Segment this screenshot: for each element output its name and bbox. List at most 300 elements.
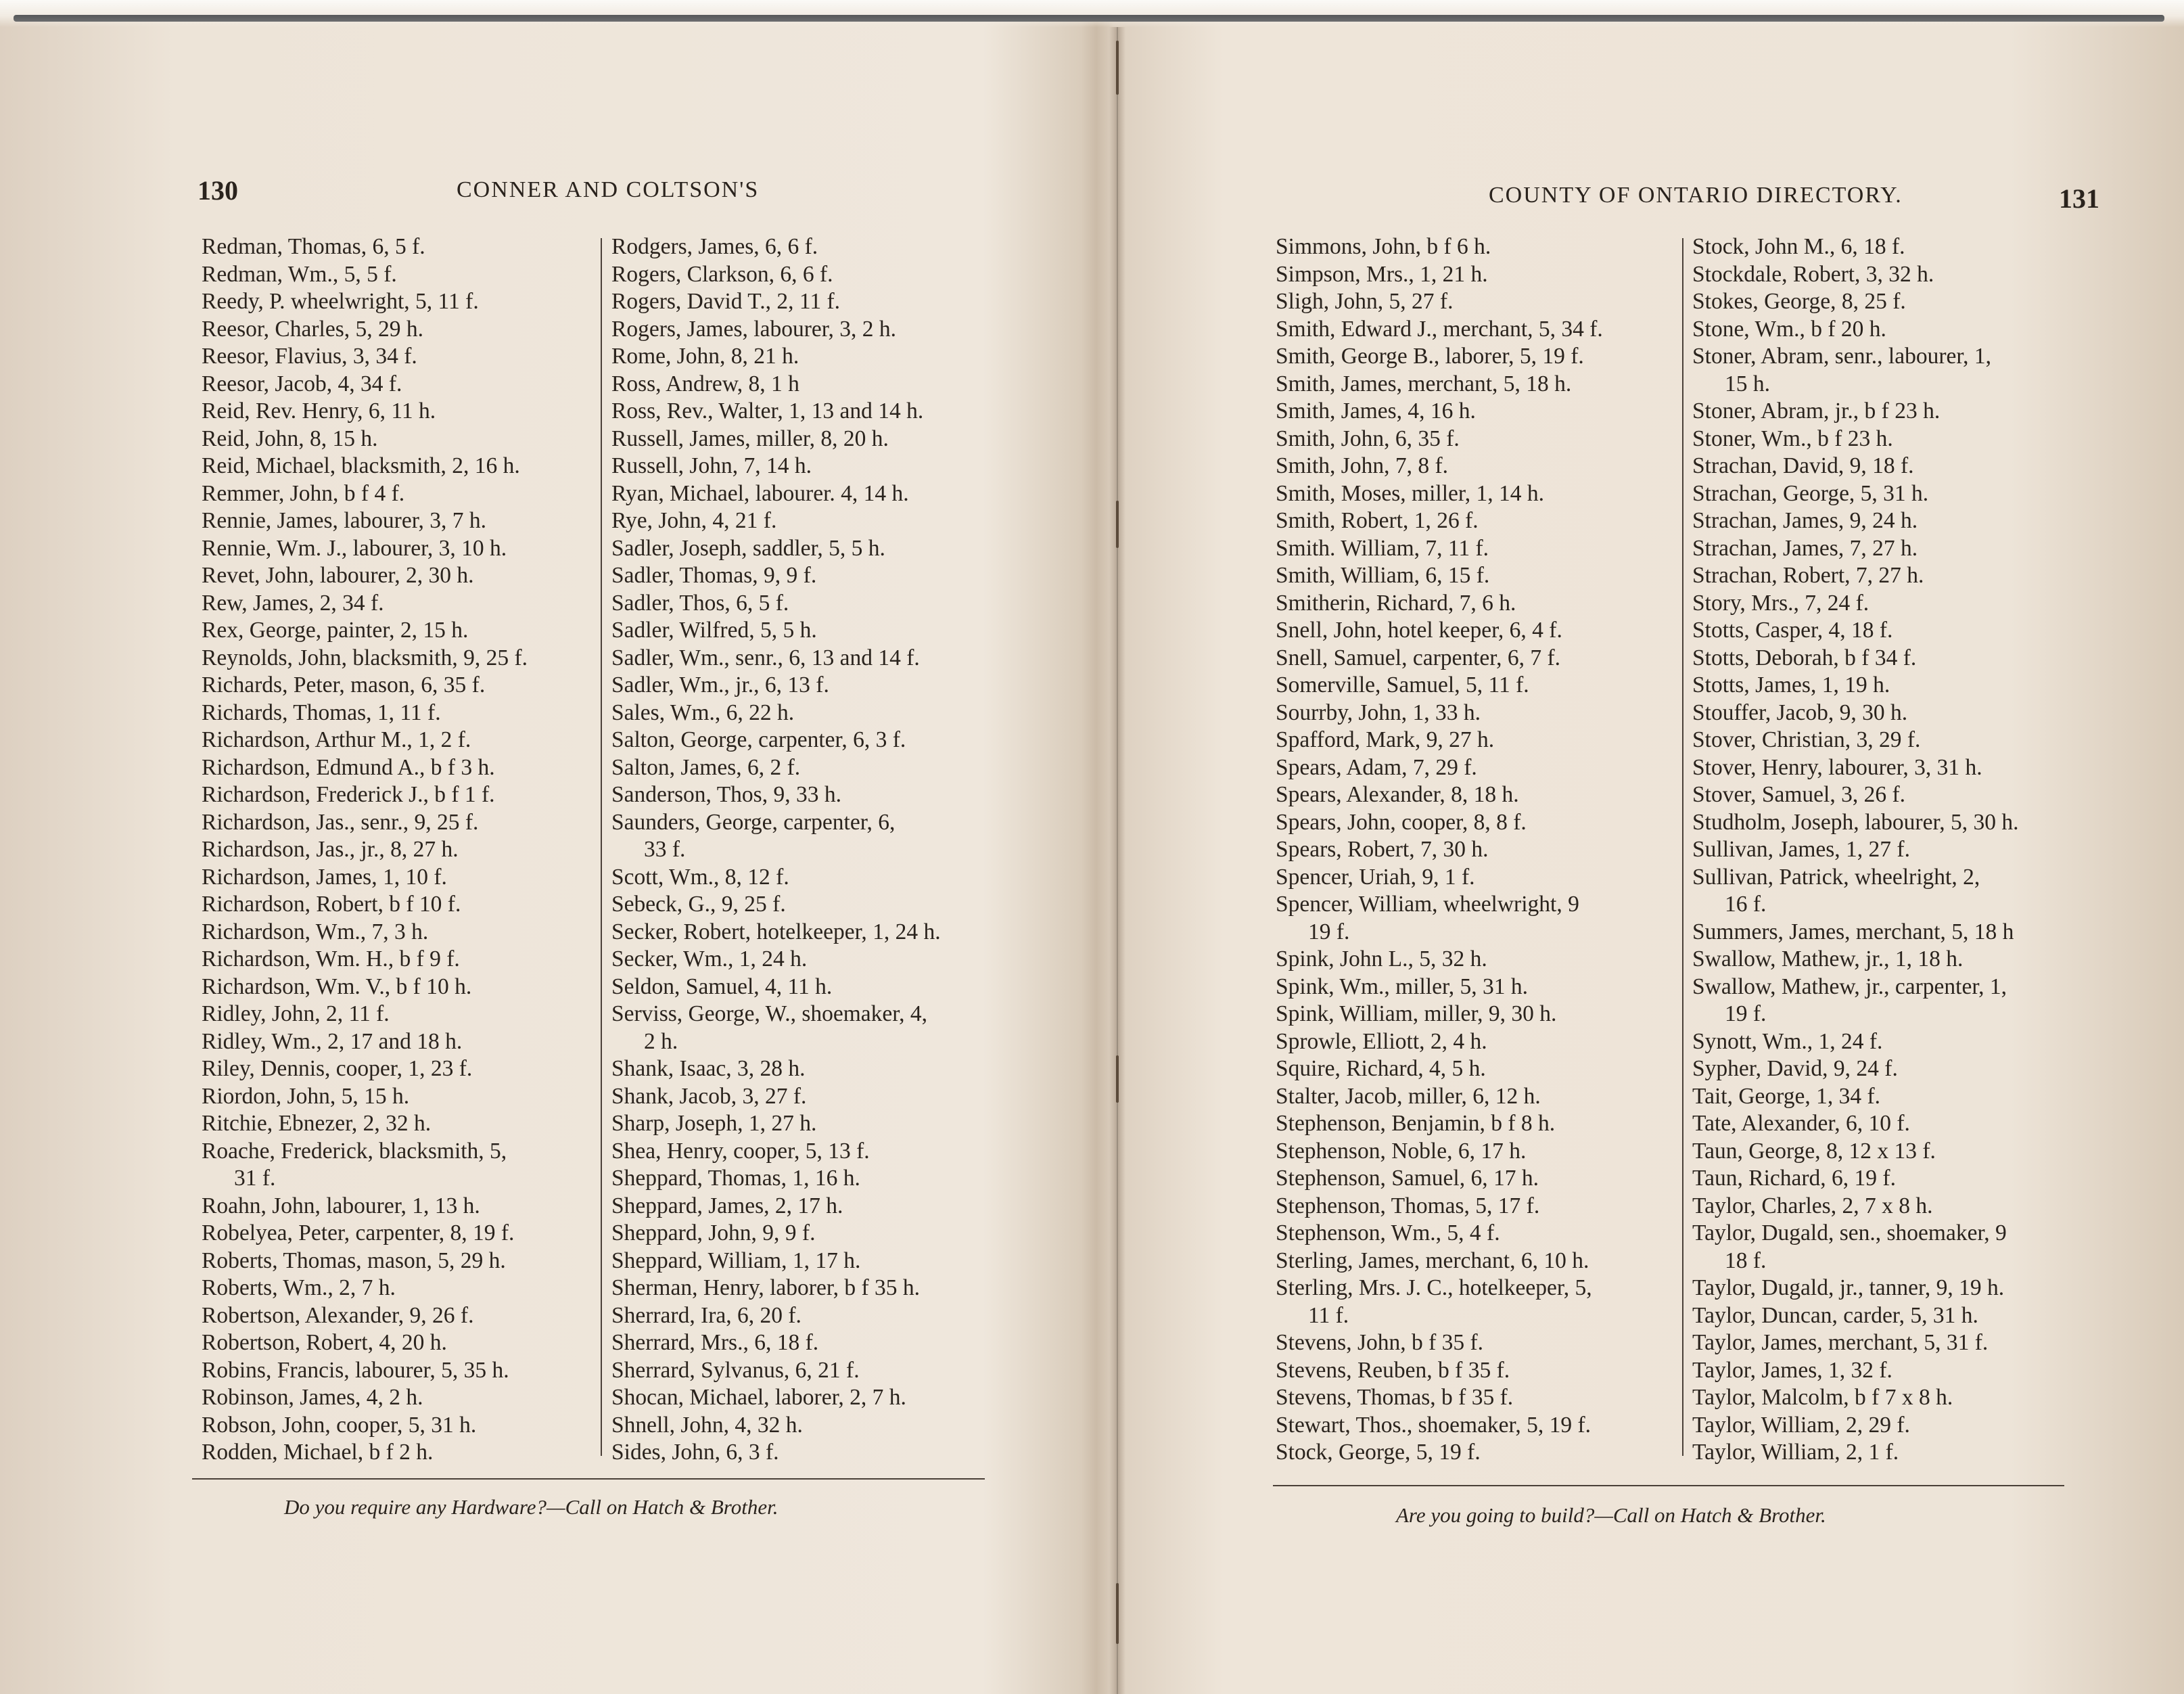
directory-entry (1692, 233, 2019, 261)
entry-text: Simmons, John, b f 6 h. (1276, 234, 1491, 259)
directory-entry (1692, 727, 2019, 754)
entry-text: Sterling, James, merchant, 6, 10 h. (1276, 1247, 1589, 1273)
directory-entry (202, 672, 528, 700)
directory-entry (611, 1138, 941, 1166)
directory-entry (202, 617, 528, 645)
entry-continuation: 2 h. (644, 1028, 678, 1054)
entry-text: Strachan, Robert, 7, 27 h. (1692, 563, 1924, 588)
directory-entry (1276, 946, 1603, 974)
entry-text: Stock, George, 5, 19 f. (1276, 1440, 1481, 1465)
directory-entry (202, 261, 528, 289)
directory-entry (1692, 1357, 2019, 1385)
entry-text: Sprowle, Elliott, 2, 4 h. (1276, 1028, 1487, 1054)
directory-entry (1276, 672, 1603, 700)
entry-text: Reesor, Charles, 5, 29 h. (202, 316, 424, 342)
entry-text: Taylor, James, 1, 32 f. (1692, 1357, 1892, 1383)
entry-text: Stover, Christian, 3, 29 f. (1692, 727, 1921, 752)
directory-entry (1276, 1165, 1603, 1193)
entry-continuation: 31 f. (234, 1166, 276, 1191)
entry-text: Synott, Wm., 1, 24 f. (1692, 1028, 1883, 1054)
directory-entry (611, 426, 941, 453)
directory-entry (611, 974, 941, 1001)
entry-text: Shank, Isaac, 3, 28 h. (611, 1056, 806, 1081)
entry-text: Richardson, Wm. V., b f 10 h. (202, 974, 472, 999)
directory-entry (1276, 562, 1603, 590)
entry-text: Smitherin, Richard, 7, 6 h. (1276, 590, 1516, 616)
directory-entry (611, 1055, 941, 1083)
directory-entry (1692, 1302, 2019, 1330)
directory-entry (1692, 426, 2019, 453)
entry-text: Strachan, George, 5, 31 h. (1692, 480, 1929, 506)
entry-text: Spink, John L., 5, 32 h. (1276, 946, 1487, 971)
directory-entry (202, 864, 528, 892)
entry-text: Stover, Samuel, 3, 26 f. (1692, 782, 1906, 807)
directory-entry (1276, 974, 1603, 1001)
directory-entry (1276, 507, 1603, 535)
directory-entry (611, 672, 941, 700)
entry-text: Richards, Thomas, 1, 11 f. (202, 700, 441, 725)
directory-entry (1692, 1165, 2019, 1193)
entry-text: Stotts, Deborah, b f 34 f. (1692, 645, 1917, 670)
entry-text: Taylor, William, 2, 29 f. (1692, 1412, 1910, 1438)
directory-entry (611, 371, 941, 398)
directory-entry (1276, 1275, 1603, 1329)
entry-text: Stevens, Thomas, b f 35 f. (1276, 1385, 1514, 1410)
directory-entry (611, 645, 941, 672)
directory-entry (202, 562, 528, 590)
spine-stitch (1116, 41, 1119, 95)
entry-text: Spears, Adam, 7, 29 f. (1276, 754, 1477, 780)
directory-entry (1276, 398, 1603, 426)
entry-text: Rogers, Clarkson, 6, 6 f. (611, 261, 833, 287)
entry-text: Reedy, P. wheelwright, 5, 11 f. (202, 289, 479, 314)
directory-entry (202, 809, 528, 837)
directory-column-2 (611, 233, 941, 1467)
entry-text: Reesor, Jacob, 4, 34 f. (202, 371, 402, 396)
directory-entry (1692, 1412, 2019, 1440)
entry-text: Ritchie, Ebnezer, 2, 32 h. (202, 1111, 432, 1136)
directory-entry (1276, 781, 1603, 809)
entry-text: Somerville, Samuel, 5, 11 f. (1276, 672, 1529, 697)
directory-entry (1692, 809, 2019, 837)
entry-text: Sullivan, Patrick, wheelright, 2, (1692, 864, 1980, 890)
directory-entry (1692, 562, 2019, 590)
entry-text: Stouffer, Jacob, 9, 30 h. (1692, 700, 1908, 725)
directory-entry (202, 700, 528, 727)
entry-text: Smith, Edward J., merchant, 5, 34 f. (1276, 316, 1603, 342)
entry-text: Sterling, Mrs. J. C., hotelkeeper, 5, (1276, 1275, 1592, 1300)
directory-entry (1276, 288, 1603, 316)
entry-text: Sadler, Wm., jr., 6, 13 f. (611, 672, 829, 697)
entry-text: Smith, George B., laborer, 5, 19 f. (1276, 344, 1584, 369)
directory-entry (202, 1193, 528, 1220)
directory-entry (611, 700, 941, 727)
entry-text: Tate, Alexander, 6, 10 f. (1692, 1111, 1910, 1136)
column-divider (1682, 238, 1683, 1456)
entry-text: Smith, William, 6, 15 f. (1276, 563, 1490, 588)
footer-rule (1273, 1485, 2064, 1486)
entry-text: Richards, Peter, mason, 6, 35 f. (202, 672, 486, 697)
directory-entry (1692, 700, 2019, 727)
entry-text: Stevens, John, b f 35 f. (1276, 1330, 1484, 1355)
directory-entry (202, 233, 528, 261)
directory-entry (1692, 1384, 2019, 1412)
entry-text: Sherrard, Ira, 6, 20 f. (611, 1302, 801, 1328)
directory-entry (1276, 809, 1603, 837)
entry-continuation: 16 f. (1725, 892, 1767, 917)
directory-entry (1276, 700, 1603, 727)
directory-entry (611, 261, 941, 289)
entry-text: Richardson, Robert, b f 10 f. (202, 892, 461, 917)
entry-text: Stotts, Casper, 4, 18 f. (1692, 618, 1893, 643)
directory-entry (1692, 1439, 2019, 1467)
entry-text: Salton, George, carpenter, 6, 3 f. (611, 727, 906, 752)
entry-text: Stephenson, Noble, 6, 17 h. (1276, 1138, 1527, 1164)
entry-text: Stalter, Jacob, miller, 6, 12 h. (1276, 1083, 1541, 1109)
directory-entry (1276, 645, 1603, 672)
directory-entry (1692, 974, 2019, 1028)
entry-text: Sanderson, Thos, 9, 33 h. (611, 782, 841, 807)
directory-entry (1276, 1055, 1603, 1083)
entry-text: Stoner, Wm., b f 23 h. (1692, 426, 1893, 451)
directory-entry (202, 453, 528, 480)
directory-entry (202, 1275, 528, 1302)
entry-text: Riley, Dennis, cooper, 1, 23 f. (202, 1056, 473, 1081)
entry-text: Sheppard, William, 1, 17 h. (611, 1247, 861, 1273)
directory-column-2 (1692, 233, 2019, 1467)
entry-text: Taun, George, 8, 12 x 13 f. (1692, 1138, 1936, 1164)
directory-entry (202, 891, 528, 919)
entry-text: Strachan, David, 9, 18 f. (1692, 453, 1914, 478)
entry-text: Secker, Wm., 1, 24 h. (611, 946, 808, 971)
entry-text: Stephenson, Benjamin, b f 8 h. (1276, 1111, 1556, 1136)
directory-entry (202, 426, 528, 453)
running-head: COUNTY OF ONTARIO DIRECTORY. (1489, 183, 1903, 208)
directory-entry (202, 1247, 528, 1275)
entry-text: Remmer, John, b f 4 f. (202, 480, 405, 506)
entry-text: Sullivan, James, 1, 27 f. (1692, 837, 1910, 862)
entry-text: Stoner, Abram, senr., labourer, 1, (1692, 344, 1992, 369)
directory-entry (1276, 1110, 1603, 1138)
spine-stitch (1116, 1055, 1119, 1103)
entry-text: Riordon, John, 5, 15 h. (202, 1083, 410, 1109)
entry-text: Sides, John, 6, 3 f. (611, 1440, 779, 1465)
directory-entry (611, 1110, 941, 1138)
page-number: 131 (2059, 183, 2099, 214)
directory-entry (1692, 507, 2019, 535)
directory-entry (611, 1384, 941, 1412)
entry-text: Taun, Richard, 6, 19 f. (1692, 1166, 1896, 1191)
entry-text: Scott, Wm., 8, 12 f. (611, 864, 789, 890)
directory-entry (611, 480, 941, 508)
directory-entry (1692, 535, 2019, 563)
entry-text: Taylor, Charles, 2, 7 x 8 h. (1692, 1193, 1933, 1218)
entry-text: Spink, Wm., miller, 5, 31 h. (1276, 974, 1529, 999)
entry-text: Sligh, John, 5, 27 f. (1276, 289, 1454, 314)
entry-text: Sourrby, John, 1, 33 h. (1276, 700, 1481, 725)
entry-text: Stephenson, Samuel, 6, 17 h. (1276, 1166, 1539, 1191)
directory-entry (202, 535, 528, 563)
directory-entry (202, 398, 528, 426)
directory-entry (611, 288, 941, 316)
directory-entry (611, 1302, 941, 1330)
entry-text: Stephenson, Wm., 5, 4 f. (1276, 1220, 1500, 1245)
entry-text: Ross, Andrew, 8, 1 h (611, 371, 799, 396)
entry-text: Ryan, Michael, labourer. 4, 14 h. (611, 480, 909, 506)
entry-text: Robinson, James, 4, 2 h. (202, 1385, 423, 1410)
directory-entry (1692, 754, 2019, 782)
directory-entry (202, 343, 528, 371)
directory-entry (1276, 1247, 1603, 1275)
directory-entry (202, 1357, 528, 1385)
directory-entry (1692, 1193, 2019, 1220)
entry-text: Redman, Thomas, 6, 5 f. (202, 234, 425, 259)
directory-entry (1692, 1220, 2019, 1275)
directory-entry (1692, 919, 2019, 946)
entry-text: Russell, John, 7, 14 h. (611, 453, 812, 478)
entry-text: Sadler, Joseph, saddler, 5, 5 h. (611, 535, 885, 561)
directory-entry (611, 1412, 941, 1440)
entry-text: Rodden, Michael, b f 2 h. (202, 1440, 434, 1465)
entry-text: Smith, Moses, miller, 1, 14 h. (1276, 480, 1544, 506)
directory-entry (1276, 1083, 1603, 1111)
entry-text: Robertson, Alexander, 9, 26 f. (202, 1302, 474, 1328)
directory-entry (202, 836, 528, 864)
entry-text: Spears, Alexander, 8, 18 h. (1276, 782, 1519, 807)
directory-column-1 (202, 233, 528, 1467)
directory-entry (1692, 617, 2019, 645)
entry-text: Robins, Francis, labourer, 5, 35 h. (202, 1357, 509, 1383)
directory-entry (1276, 864, 1603, 892)
entry-text: Sales, Wm., 6, 22 h. (611, 700, 795, 725)
directory-entry (611, 562, 941, 590)
entry-text: Richardson, Frederick J., b f 1 f. (202, 782, 495, 807)
entry-text: Snell, Samuel, carpenter, 6, 7 f. (1276, 645, 1561, 670)
directory-entry (1276, 1028, 1603, 1056)
entry-text: Sebeck, G., 9, 25 f. (611, 892, 786, 917)
directory-entry (1276, 371, 1603, 398)
entry-continuation: 18 f. (1725, 1247, 1767, 1273)
entry-text: Taylor, James, merchant, 5, 31 f. (1692, 1330, 1989, 1355)
directory-entry (202, 507, 528, 535)
directory-entry (611, 919, 941, 946)
directory-entry (202, 1110, 528, 1138)
directory-entry (1276, 426, 1603, 453)
entry-continuation: 33 f. (644, 837, 686, 862)
directory-entry (202, 946, 528, 974)
entry-text: Stevens, Reuben, b f 35 f. (1276, 1357, 1510, 1383)
directory-entry (611, 398, 941, 426)
entry-text: Sheppard, Thomas, 1, 16 h. (611, 1166, 860, 1191)
book-spine (1109, 27, 1125, 1694)
entry-text: Smith, John, 6, 35 f. (1276, 426, 1460, 451)
entry-text: Ridley, Wm., 2, 17 and 18 h. (202, 1028, 463, 1054)
column-divider (601, 238, 602, 1456)
entry-text: Taylor, Dugald, sen., shoemaker, 9 (1692, 1220, 2007, 1245)
directory-entry (1276, 590, 1603, 618)
entry-text: Smith, James, 4, 16 h. (1276, 398, 1476, 424)
directory-entry (202, 1001, 528, 1028)
entry-continuation: 19 f. (1725, 1001, 1767, 1026)
entry-text: Taylor, William, 2, 1 f. (1692, 1440, 1899, 1465)
entry-text: Reynolds, John, blacksmith, 9, 25 f. (202, 645, 528, 670)
entry-text: Spencer, William, wheelwright, 9 (1276, 892, 1579, 917)
entry-text: Rodgers, James, 6, 6 f. (611, 234, 818, 259)
entry-text: Saunders, George, carpenter, 6, (611, 809, 896, 835)
entry-text: Shea, Henry, cooper, 5, 13 f. (611, 1138, 870, 1164)
entry-text: Squire, Richard, 4, 5 h. (1276, 1056, 1486, 1081)
directory-entry (1692, 343, 2019, 398)
entry-text: Rennie, James, labourer, 3, 7 h. (202, 508, 487, 533)
directory-entry (1276, 1220, 1603, 1247)
entry-text: Robertson, Robert, 4, 20 h. (202, 1330, 447, 1355)
entry-text: Rogers, David T., 2, 11 f. (611, 289, 841, 314)
entry-continuation: 19 f. (1308, 919, 1350, 944)
directory-entry (1692, 316, 2019, 344)
directory-entry (202, 919, 528, 946)
entry-text: Summers, James, merchant, 5, 18 h (1692, 919, 2014, 944)
directory-entry (202, 288, 528, 316)
entry-text: Secker, Robert, hotelkeeper, 1, 24 h. (611, 919, 941, 944)
advertisement-footer: Are you going to build?—Call on Hatch & Brother. (1396, 1503, 1826, 1527)
directory-entry (1692, 480, 2019, 508)
directory-entry (202, 781, 528, 809)
entry-text: Richardson, Jas., senr., 9, 25 f. (202, 809, 479, 835)
directory-entry (611, 343, 941, 371)
directory-entry (1692, 590, 2019, 618)
entry-text: Richardson, Edmund A., b f 3 h. (202, 754, 495, 780)
entry-text: Shnell, John, 4, 32 h. (611, 1412, 803, 1438)
entry-text: Shank, Jacob, 3, 27 f. (611, 1083, 807, 1109)
entry-text: Roberts, Wm., 2, 7 h. (202, 1275, 396, 1300)
entry-text: Richardson, Arthur M., 1, 2 f. (202, 727, 471, 752)
entry-text: Stone, Wm., b f 20 h. (1692, 316, 1886, 342)
entry-text: Sheppard, John, 9, 9 f. (611, 1220, 816, 1245)
directory-entry (202, 1412, 528, 1440)
directory-entry (202, 1083, 528, 1111)
entry-continuation: 15 h. (1725, 371, 1770, 396)
entry-text: Reid, John, 8, 15 h. (202, 426, 378, 451)
entry-text: Stock, John M., 6, 18 f. (1692, 234, 1905, 259)
directory-entry (1692, 1329, 2019, 1357)
entry-text: Sherrard, Sylvanus, 6, 21 f. (611, 1357, 860, 1383)
directory-entry (202, 727, 528, 754)
directory-entry (1276, 343, 1603, 371)
directory-entry (611, 1439, 941, 1467)
entry-text: Reesor, Flavius, 3, 34 f. (202, 344, 417, 369)
directory-entry (611, 453, 941, 480)
entry-text: Rome, John, 8, 21 h. (611, 344, 799, 369)
entry-text: Richardson, Wm. H., b f 9 f. (202, 946, 460, 971)
entry-text: Sherman, Henry, laborer, b f 35 h. (611, 1275, 921, 1300)
entry-text: Russell, James, miller, 8, 20 h. (611, 426, 889, 451)
directory-entry (611, 1001, 941, 1055)
directory-entry (1692, 672, 2019, 700)
entry-text: Taylor, Dugald, jr., tanner, 9, 19 h. (1692, 1275, 2005, 1300)
directory-entry (1276, 617, 1603, 645)
directory-entry (611, 1275, 941, 1302)
entry-text: Richardson, Wm., 7, 3 h. (202, 919, 429, 944)
entry-text: Spears, John, cooper, 8, 8 f. (1276, 809, 1527, 835)
directory-entry (1276, 233, 1603, 261)
directory-entry (1276, 1439, 1603, 1467)
directory-entry (611, 1329, 941, 1357)
directory-entry (1692, 836, 2019, 864)
entry-text: Ridley, John, 2, 11 f. (202, 1001, 390, 1026)
directory-entry (1276, 1412, 1603, 1440)
page-number: 130 (198, 175, 238, 206)
entry-text: Rew, James, 2, 34 f. (202, 590, 384, 616)
entry-text: Sheppard, James, 2, 17 h. (611, 1193, 843, 1218)
directory-entry (611, 507, 941, 535)
directory-entry (202, 1220, 528, 1247)
entry-text: Rex, George, painter, 2, 15 h. (202, 618, 469, 643)
directory-entry (611, 1220, 941, 1247)
entry-text: Seldon, Samuel, 4, 11 h. (611, 974, 833, 999)
directory-entry (1692, 781, 2019, 809)
directory-entry (1692, 1028, 2019, 1056)
directory-entry (1276, 1384, 1603, 1412)
entry-text: Robelyea, Peter, carpenter, 8, 19 f. (202, 1220, 515, 1245)
entry-text: Stokes, George, 8, 25 f. (1692, 289, 1906, 314)
directory-entry (611, 590, 941, 618)
directory-entry (202, 1138, 528, 1193)
entry-text: Stotts, James, 1, 19 h. (1692, 672, 1890, 697)
directory-entry (611, 316, 941, 344)
right-page (1125, 0, 2184, 1694)
entry-text: Spink, William, miller, 9, 30 h. (1276, 1001, 1557, 1026)
spine-stitch (1116, 501, 1119, 548)
directory-entry (611, 727, 941, 754)
directory-entry (1692, 398, 2019, 426)
entry-text: Robson, John, cooper, 5, 31 h. (202, 1412, 477, 1438)
directory-entry (1276, 316, 1603, 344)
entry-text: Sadler, Wilfred, 5, 5 h. (611, 618, 817, 643)
entry-text: Richardson, James, 1, 10 f. (202, 864, 447, 890)
advertisement-footer: Do you require any Hardware?—Call on Hatch & Brother. (284, 1495, 779, 1519)
entry-text: Reid, Rev. Henry, 6, 11 h. (202, 398, 436, 424)
directory-entry (202, 316, 528, 344)
directory-entry (202, 1384, 528, 1412)
entry-text: Shocan, Michael, laborer, 2, 7 h. (611, 1385, 906, 1410)
entry-text: Sadler, Thomas, 9, 9 f. (611, 563, 817, 588)
directory-entry (202, 1028, 528, 1056)
directory-entry (202, 1302, 528, 1330)
directory-entry (202, 480, 528, 508)
entry-text: Revet, John, labourer, 2, 30 h. (202, 563, 474, 588)
entry-text: Smith. William, 7, 11 f. (1276, 535, 1489, 561)
directory-entry (1276, 836, 1603, 864)
directory-entry (1692, 1055, 2019, 1083)
directory-entry (1276, 891, 1603, 946)
entry-text: Simpson, Mrs., 1, 21 h. (1276, 261, 1488, 287)
directory-entry (202, 1439, 528, 1467)
directory-entry (202, 1329, 528, 1357)
directory-entry (1692, 1275, 2019, 1302)
entry-text: Spafford, Mark, 9, 27 h. (1276, 727, 1495, 752)
entry-text: Roberts, Thomas, mason, 5, 29 h. (202, 1247, 506, 1273)
directory-column-1 (1276, 233, 1603, 1467)
directory-entry (611, 781, 941, 809)
directory-entry (611, 1357, 941, 1385)
directory-entry (1692, 645, 2019, 672)
directory-entry (1276, 261, 1603, 289)
entry-text: Stoner, Abram, jr., b f 23 h. (1692, 398, 1941, 424)
directory-entry (611, 891, 941, 919)
entry-text: Stockdale, Robert, 3, 32 h. (1692, 261, 1934, 287)
spine-stitch (1116, 1583, 1119, 1644)
directory-entry (611, 809, 941, 864)
